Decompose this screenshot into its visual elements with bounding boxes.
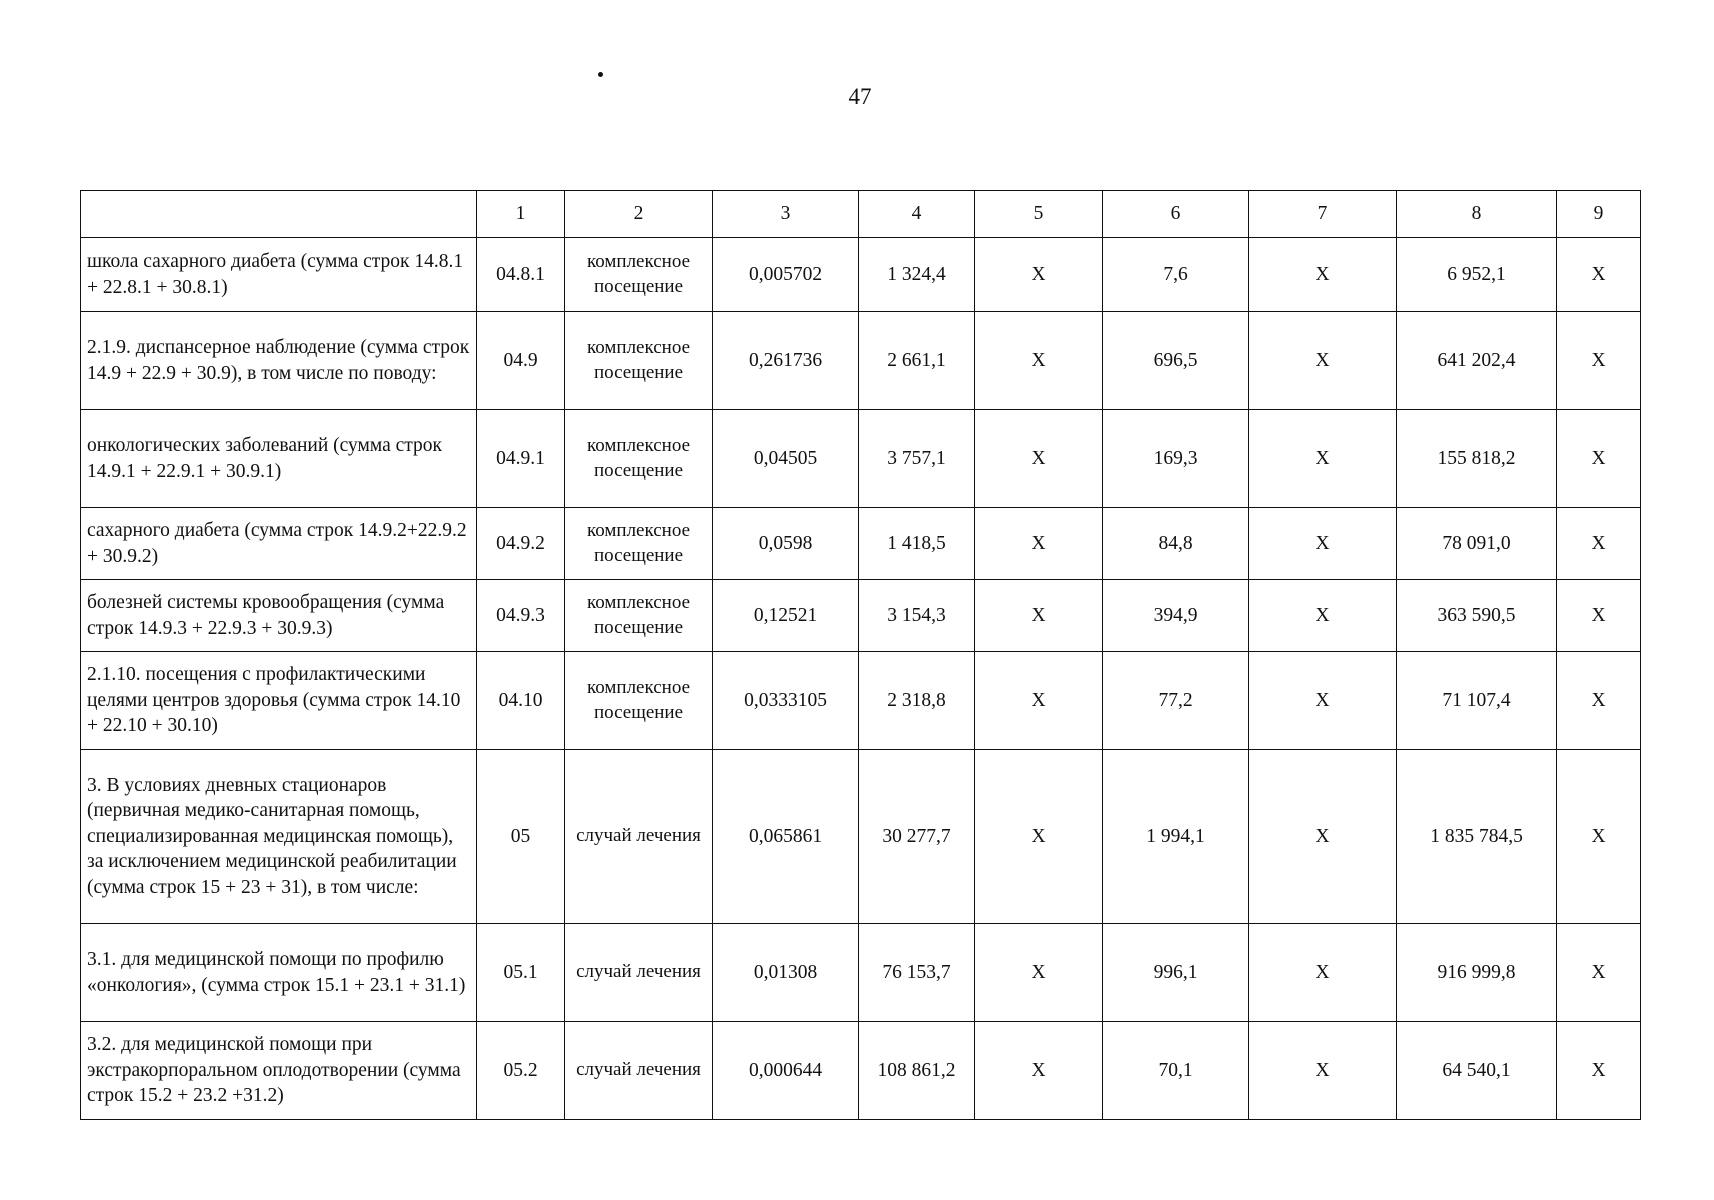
row-col9: X: [1557, 750, 1641, 924]
row-col8: 64 540,1: [1397, 1022, 1557, 1120]
row-code: 05.1: [477, 924, 565, 1022]
row-code: 04.9: [477, 312, 565, 410]
header-cell: 6: [1103, 191, 1249, 238]
table-row: [81, 508, 1641, 580]
row-col6: 996,1: [1103, 924, 1249, 1022]
row-col7: X: [1249, 1022, 1397, 1120]
row-col5: X: [975, 410, 1103, 508]
row-col7: X: [1249, 508, 1397, 580]
row-col3: 0,12521: [713, 580, 859, 652]
row-col3: 0,0598: [713, 508, 859, 580]
row-unit: комплексное посещение: [565, 238, 713, 312]
row-col6: 169,3: [1103, 410, 1249, 508]
row-name: 2.1.9. диспансерное наблюдение (сумма строк 14.9 + 22.9 + 30.9), в том числе по поводу:: [81, 312, 477, 410]
table-row: [81, 750, 1641, 924]
row-col4: 3 757,1: [859, 410, 975, 508]
row-code: 04.9.1: [477, 410, 565, 508]
row-code: 04.9.2: [477, 508, 565, 580]
row-col5: X: [975, 508, 1103, 580]
row-code: 05: [477, 750, 565, 924]
row-col3: 0,04505: [713, 410, 859, 508]
header-cell: 7: [1249, 191, 1397, 238]
row-col4: 1 324,4: [859, 238, 975, 312]
row-unit: комплексное посещение: [565, 312, 713, 410]
row-col3: 0,065861: [713, 750, 859, 924]
table-row: [81, 652, 1641, 750]
row-col9: X: [1557, 238, 1641, 312]
row-col7: X: [1249, 924, 1397, 1022]
row-col4: 2 318,8: [859, 652, 975, 750]
row-unit: комплексное посещение: [565, 580, 713, 652]
row-col5: X: [975, 1022, 1103, 1120]
table-row: [81, 312, 1641, 410]
table-row: [81, 238, 1641, 312]
row-col7: X: [1249, 410, 1397, 508]
row-col8: 6 952,1: [1397, 238, 1557, 312]
row-col4: 76 153,7: [859, 924, 975, 1022]
row-col6: 696,5: [1103, 312, 1249, 410]
row-col6: 1 994,1: [1103, 750, 1249, 924]
table-row: [81, 580, 1641, 652]
header-cell: 3: [713, 191, 859, 238]
row-name: 3. В условиях дневных стационаров (первичная медико-санитарная помощь, специализированная медицинская помощь), за исключением медицинской реабилитации (сумма строк 15 + 23 + 31), в том числе:: [81, 750, 477, 924]
table-row: [81, 410, 1641, 508]
row-name: сахарного диабета (сумма строк 14.9.2+22.9.2 + 30.9.2): [81, 508, 477, 580]
table-row: [81, 924, 1641, 1022]
header-cell: 5: [975, 191, 1103, 238]
table-row: [81, 1022, 1641, 1120]
row-col6: 70,1: [1103, 1022, 1249, 1120]
row-col3: 0,000644: [713, 1022, 859, 1120]
row-col9: X: [1557, 508, 1641, 580]
row-col6: 77,2: [1103, 652, 1249, 750]
row-col4: 108 861,2: [859, 1022, 975, 1120]
row-col4: 30 277,7: [859, 750, 975, 924]
row-col5: X: [975, 580, 1103, 652]
row-unit: комплексное посещение: [565, 508, 713, 580]
row-col3: 0,01308: [713, 924, 859, 1022]
row-col8: 641 202,4: [1397, 312, 1557, 410]
row-col6: 84,8: [1103, 508, 1249, 580]
row-col6: 7,6: [1103, 238, 1249, 312]
row-col8: 78 091,0: [1397, 508, 1557, 580]
row-col4: 3 154,3: [859, 580, 975, 652]
header-cell: 4: [859, 191, 975, 238]
row-name: школа сахарного диабета (сумма строк 14.8.1 + 22.8.1 + 30.8.1): [81, 238, 477, 312]
row-col8: 916 999,8: [1397, 924, 1557, 1022]
row-name: 2.1.10. посещения с профилактическими целями центров здоровья (сумма строк 14.10 + 22.10 + 30.10): [81, 652, 477, 750]
row-col7: X: [1249, 580, 1397, 652]
row-col8: 1 835 784,5: [1397, 750, 1557, 924]
row-col5: X: [975, 312, 1103, 410]
scan-dot: [598, 72, 603, 77]
row-unit: случай лечения: [565, 750, 713, 924]
row-col3: 0,0333105: [713, 652, 859, 750]
row-col8: 71 107,4: [1397, 652, 1557, 750]
row-col5: X: [975, 924, 1103, 1022]
row-code: 04.8.1: [477, 238, 565, 312]
row-col5: X: [975, 238, 1103, 312]
row-col9: X: [1557, 312, 1641, 410]
row-unit: случай лечения: [565, 924, 713, 1022]
row-unit: случай лечения: [565, 1022, 713, 1120]
row-name: онкологических заболеваний (сумма строк 14.9.1 + 22.9.1 + 30.9.1): [81, 410, 477, 508]
row-col5: X: [975, 750, 1103, 924]
header-cell: 1: [477, 191, 565, 238]
header-cell: [81, 191, 477, 238]
row-col5: X: [975, 652, 1103, 750]
row-col9: X: [1557, 580, 1641, 652]
row-code: 05.2: [477, 1022, 565, 1120]
row-col6: 394,9: [1103, 580, 1249, 652]
row-unit: комплексное посещение: [565, 410, 713, 508]
row-code: 04.10: [477, 652, 565, 750]
page-number: 47: [848, 84, 872, 109]
header-cell: 2: [565, 191, 713, 238]
row-col4: 1 418,5: [859, 508, 975, 580]
row-col7: X: [1249, 238, 1397, 312]
row-col7: X: [1249, 750, 1397, 924]
row-col8: 155 818,2: [1397, 410, 1557, 508]
header-cell: 8: [1397, 191, 1557, 238]
row-col9: X: [1557, 1022, 1641, 1120]
row-col3: 0,005702: [713, 238, 859, 312]
row-col3: 0,261736: [713, 312, 859, 410]
row-name: 3.1. для медицинской помощи по профилю «онкология», (сумма строк 15.1 + 23.1 + 31.1): [81, 924, 477, 1022]
row-col8: 363 590,5: [1397, 580, 1557, 652]
row-col4: 2 661,1: [859, 312, 975, 410]
row-col9: X: [1557, 410, 1641, 508]
row-code: 04.9.3: [477, 580, 565, 652]
row-name: болезней системы кровообращения (сумма строк 14.9.3 + 22.9.3 + 30.9.3): [81, 580, 477, 652]
row-col7: X: [1249, 312, 1397, 410]
data-table: [80, 190, 1641, 1120]
row-unit: комплексное посещение: [565, 652, 713, 750]
header-cell: 9: [1557, 191, 1641, 238]
row-col7: X: [1249, 652, 1397, 750]
row-col9: X: [1557, 924, 1641, 1022]
row-name: 3.2. для медицинской помощи при экстракорпоральном оплодотворении (сумма строк 15.2 + 23.2 +31.2): [81, 1022, 477, 1120]
header-row: [81, 191, 1641, 238]
row-col9: X: [1557, 652, 1641, 750]
